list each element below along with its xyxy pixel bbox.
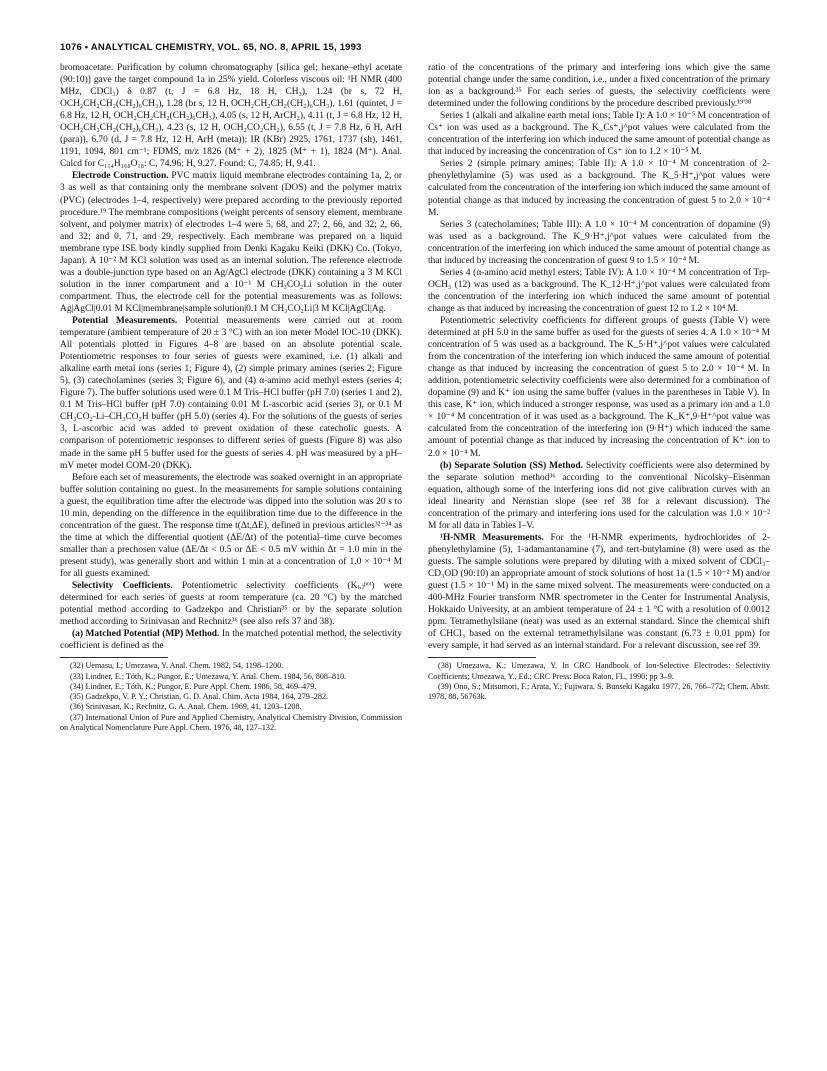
- left-column: [60, 62, 402, 733]
- text-electrode-construction: PVC matrix liquid membrane electrodes containing 1a, 2, or 3 as well as that containing only the membrane solvent (DOS) and the polymer matrix (PVC) (electrodes 1–4, respectively) were prepared according to the previously reported procedure.¹⁹ The membrane compositions (weight percents of sensory element, membrane solvent, and polymer matrix) of electrodes 1–4 were 5, 68, and 27; 2, 66, and 32; 2, 66, and 32; and 0, 71, and 29, respectively. Each membrane was prepared on a liquid membrane type ISE body kindly supplied from Denki Kagaku Keiki (DKK) Co. (Tokyo, Japan). A 10⁻² M KCl solution was used as an internal solution. The reference electrode was a double-junction type based on an Ag/AgCl electrode (DKK) containing a 3 M KCl solution in the inner compartment and a 10⁻¹ M CH₃CO₂Li solution in the outer compartment. Thus, the electrode cell for the potential measurements was as follows: Ag|AgCl|0.01 M KCl|membrane|sample solution|0.1 M CH₃CO₂Li|3 M KCl|AgCl|Ag.: [60, 171, 402, 314]
- right-column: [428, 62, 770, 702]
- heading-matched-potential: (a) Matched Potential (MP) Method.: [72, 629, 220, 640]
- paragraph-potential-measurements: [60, 315, 402, 472]
- text-nmr-measurements: For the ¹H-NMR experiments, hydrochlorides of 2-phenylethylamine (5), 1-adamantanamine (7), and tert-butylamine (8) were used as the guests. The sample solutions were prepared by diluting with a mixed solvent of CDCl₃–CD₃OD (90:10) an appropriate amount of stock solutions of host 1a (1.5 × 10⁻² M) and/or guest (1.5 × 10⁻¹ M) in the same mixed solvent. The measurements were conducted on a 400-MHz Fourier transform NMR spectrometer in the Center for Instrumental Analysis, Hokkaido University, at an ambient temperature of 24 ± 1 °C with a resolution of 0.0012 ppm. Tetramethylsilane (neat) was used as an external standard. Since the chemical shift of CHCl₃ based on the external tetramethylsilane was constant (6.73 ± 0.01 ppm) for every sample, it had served as an internal standard. For a relevant discussion, see ref 39.: [428, 532, 770, 652]
- paragraph-nmr-measurements: [428, 532, 770, 652]
- heading-potential-measurements: Potential Measurements.: [72, 315, 178, 326]
- text-matched-potential: In the matched potential method, the selectivity coefficient is defined as the: [60, 629, 402, 652]
- reference-35: (35) Gadzekpo, V. P. Y.; Christian, G. D. Anal. Chim. Acta 1984, 164, 279–282.: [70, 692, 329, 702]
- reference-37: (37) International Union of Pure and Applied Chemistry, Analytical Chemistry Division, Commission on Analytical Nomenclature Pure Appl. Chem. 1976, 48, 127–132.: [60, 712, 402, 733]
- paragraph-synthesis: bromoacetate. Purification by column chromatography [silica gel; hexane–ethyl acetate (90:10)] gave the target compound 1a in 25% yield. Colorless viscous oil: ¹H NMR (400 MHz, CDCl₃) δ 0.87 (t, J = 6.8 Hz, 18 H, CH₃), 1.24 (br s, 72 H, OCH₂CH₂CH₂(CH₂)₆CH₃), 1.28 (br s, 12 H, OCH₂CH₂CH₂(CH₂)₆CH₃), 1.61 (quintet, J = 6.8 Hz, 12 H, OCH₂CH₂CH₂(CH₂)₆CH₃), 4.05 (s, 12 H, ArCH₂), 4.11 (t, J = 6.8 Hz, 12 H, OCH₂CH₂CH₂(CH₂)₆CH₃), 4.23 (s, 12 H, OCH₂CO₂CH₂), 6.55 (t, J = 7.8 Hz, 6 H, ArH (para)), 6.70 (d, J = 7.8 Hz, 12 H, ArH (meta)); IR (KBr) 2925, 1761, 1737 (sh), 1461, 1191, 1094, 801 cm⁻¹; FDMS, m/z 1826 (M⁺ + 2), 1825 (M⁺ + 1), 1824 (M⁺). Anal. Calcd for C₁₁₄H₁₆₈O₁₈: C, 74.96; H, 9.27. Found: C, 74.85; H, 9.41.: [60, 63, 402, 170]
- running-header: 1076 • ANALYTICAL CHEMISTRY, VOL. 65, NO. 8, APRIL 15, 1993: [60, 42, 362, 53]
- text-potential-measurements: Potential measurements were carried out at room temperature (ambient temperature of 20 ± 3 °C) with an ion meter Model IOC-10 (DKK). All potentials plotted in Figures 4–8 are based on an absolute potential scale. Potentiometric responses to four series of guests were examined, i.e. (1) alkali and alkaline earth metal ions (series 1; Figure 4), (2) simple primary amines (series 2; Figure 5), (3) catecholamines (series 3; Figure 6), and (4) α-amino acid methyl esters (series 4; Figure 7). The buffer solutions used were 0.1 M Tris–HCl buffer (pH 7.0) (series 1 and 2), 0.1 M Tris–HCl buffer (pH 7.0) containing 0.01 M L-ascorbic acid (series 3), or 0.1 M CH₃CO₂-Li–CH₃CO₂H buffer (pH 5.0) (series 4). For the solutions of the guests of series 3, L-ascorbic acid was added to prevent oxidation of these catecholic guests. A comparison of potentiometric responses to different series of guests (Figure 8) was also made in the same pH 5 buffer used for the guests of series 4. pH was measured by a pH–mV meter model COM-20 (DKK).: [60, 315, 402, 471]
- footnote-divider: [60, 657, 168, 658]
- reference-39: (39) Ono, S.; Mitsumori, F.; Arata, Y.; Fujiwara, S. Bunseki Kagaku 1977, 26, 766–772; Chem. Abstr. 1978, 88, 56763k.: [428, 681, 770, 702]
- reference-38: (38) Umezawa, K.; Umezawa, Y. In CRC Handbook of Ion-Selective Electrodes: Selectivity Coefficients; Umezawa, Y., Ed.; CRC Press: Boca Raton, FL, 1990; pp 3–9.: [428, 661, 770, 681]
- paragraph-selectivity-coefficients: [60, 580, 402, 628]
- reference-36: (36) Srinivasan, K.; Rechnitz, G. A. Anal. Chem. 1969, 41, 1203–1208.: [70, 702, 302, 712]
- paragraph-measurement-procedure: Before each set of measurements, the electrode was soaked overnight in an appropriate buffer solution containing no guest. In the measurements for sample solutions containing a guest, the equilibration time after the electrode was dipped into the solution was 20 s to 10 min, depending on the difference in the equilibration time due to the difference in the concentration of the guest. The response time t(Δt,ΔE), defined in previous articles³²⁻³⁴ as the time at which the differential quotient (ΔE/Δt) of the potential–time curve becomes smaller than a prechosen value (ΔE/Δt < 0.5 or ΔE < 0.5 mV within Δt = 1.0 min in the present study), was generally short and within 1 min at a concentration of 1.0 × 10⁻⁴ M for all guests examined.: [60, 472, 402, 579]
- references-left: [60, 661, 402, 733]
- references-right: [428, 661, 770, 702]
- paragraph-matched-potential: [60, 628, 402, 652]
- paragraph-series-1: Series 1 (alkali and alkaline earth metal ions; Table I): A 1.0 × 10⁻⁵ M concentration of Cs⁺ ion was used as a background. The K_Cs⁺,j^pot values were calculated from the concentration of the interfering ion which induced the same amount of potential change as that induced by increasing the concentration of Cs⁺ ion to 1.2 × 10⁻⁵ M.: [428, 111, 770, 158]
- heading-selectivity-coefficients: Selectivity Coefficients.: [72, 581, 173, 592]
- paragraph-different-groups: Potentiometric selectivity coefficients for different groups of guests (Table V) were determined at pH 5.0 in the same buffer as used for the guests of series 4. A 1.0 × 10⁻⁴ M concentration of 5 was used as a background. The K_5·H⁺,j^pot values were calculated from the concentration of the interfering ion which induced the same amount of potential change as that induced by increasing the concentration of guest 5 to 2.0 × 10⁻⁴ M. In addition, potentiometric selectivity coefficients were also determined for a combination of dopamine (9) and K⁺ ion using the same buffer (values in the parentheses in Table V). In this case, K⁺ ion, which induced a stronger response, was used as a primary ion and a 1.0 × 10⁻⁴ M concentration of it was used as a background. The K_K⁺,9·H⁺^pot value was calculated from the concentration of the interfering ion (9·H⁺) which induced the same amount of potential change as that induced by increasing the concentration of K⁺ ion to 2.0 × 10⁻⁴ M.: [428, 315, 770, 459]
- footnote-divider-right: [428, 657, 536, 658]
- paragraph-mp-definition: ratio of the concentrations of the primary and interfering ions which give the same potential change under the same condition, i.e., under a fixed concentration of the primary ion as a background.³⁵ For each series of guests, the selectivity coefficients were determined under the following conditions by the procedure described previously.¹⁹'³⁸: [428, 63, 770, 110]
- paragraph-separate-solution: [428, 460, 770, 532]
- heading-electrode-construction: Electrode Construction.: [72, 171, 169, 182]
- reference-33: (33) Lindner, E.; Tóth, K.; Pungor, E.; Umezawa, Y. Anal. Chem. 1984, 56, 808–810.: [70, 671, 347, 681]
- reference-34: (34) Lindner, E.; Tóth, K.; Pungor, E. Pure Appl. Chem. 1986, 58, 469–479.: [70, 681, 317, 691]
- paragraph-electrode-construction: [60, 170, 402, 315]
- paragraph-series-3: Series 3 (catecholamines; Table III): A 1.0 × 10⁻⁴ M concentration of dopamine (9) was used as a background. The K_9·H⁺,j^pot values were calculated from the concentration of the interfering ion which induced the same amount of potential change as that induced by increasing the concentration of guest 9 to 1.5 × 10⁻⁴ M.: [428, 219, 770, 266]
- paragraph-series-2: Series 2 (simple primary amines; Table II): A 1.0 × 10⁻⁴ M concentration of 2-phenylethylamine (5) was used as a background. The K_5·H⁺,j^pot values were calculated from the concentration of the interfering ion which induced the same amount of potential change as that induced by increasing the concentration of guest 5 to 2.0 × 10⁻⁴ M.: [428, 159, 770, 218]
- heading-nmr-measurements: ¹H-NMR Measurements.: [440, 532, 544, 543]
- text-selectivity-coefficients: Potentiometric selectivity coefficients (Kᵢ,ⱼᵖᵒᵗ) were determined for each series of guests at room temperature (ca. 20 °C) by the matched potential method according to Gadzekpo and Christian³⁵ or by the separate solution method according to Srinivasan and Rechnitz³⁶ (see also refs 37 and 38).: [60, 581, 402, 628]
- heading-separate-solution: (b) Separate Solution (SS) Method.: [440, 460, 583, 471]
- reference-32: (32) Uemasu, I.; Umezawa, Y. Anal. Chem. 1982, 54, 1198–1200.: [70, 661, 284, 671]
- text-separate-solution: Selectivity coefficients were also determined by the separate solution method³⁶ according to the conventional Nicolsky–Eisenman equation, although some of the interfering ions did not give calibration curves with an ideal linearity and Nernstian slope (see ref 38 for a relevant discussion). The concentration of the primary and interfering ions used for the calculation was 1.0 × 10⁻² M for all data in Tables I–V.: [428, 460, 770, 531]
- paragraph-series-4: Series 4 (α-amino acid methyl esters; Table IV): A 1.0 × 10⁻⁴ M concentration of Trp-OCH₃ (12) was used as a background. The K_12·H⁺,j^pot values were calculated from the concentration of the interfering ion which induced the same amount of potential change as that induced by increasing the concentration of guest 12 to 1.2 × 10⁴ M.: [428, 267, 770, 314]
